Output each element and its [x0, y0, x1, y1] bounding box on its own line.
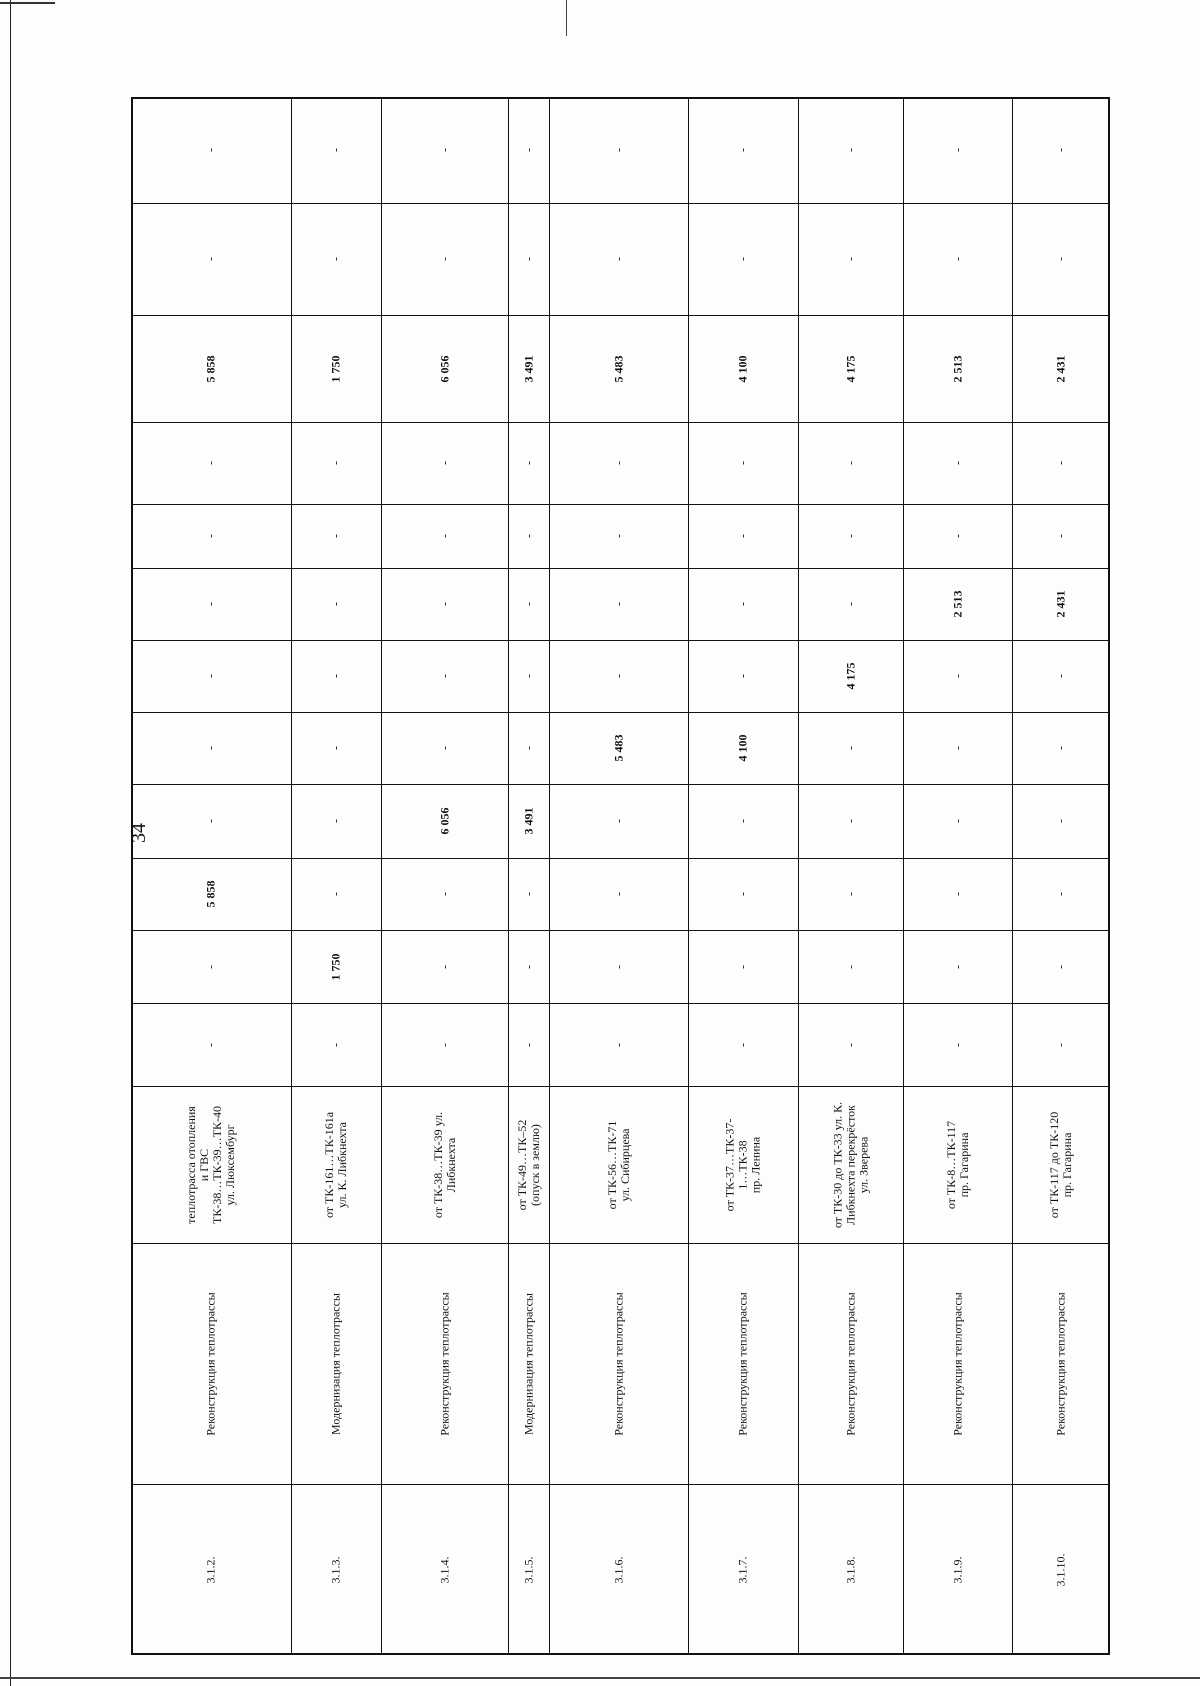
cost-value: 4 100: [735, 734, 750, 762]
empty-dash: -: [521, 1042, 535, 1047]
empty-dash: -: [735, 819, 750, 823]
empty-dash: -: [521, 892, 535, 896]
work-type: Реконструкция теплотрассы: [203, 1291, 218, 1436]
empty-dash: -: [611, 819, 625, 823]
empty-dash: -: [735, 964, 750, 969]
cost-value: 3 491: [521, 807, 535, 835]
cost-value: 3 491: [521, 355, 535, 382]
work-type: Модернизация теплотрассы: [521, 1292, 535, 1435]
empty-dash: -: [611, 964, 625, 969]
row-number: 3.1.6.: [611, 1556, 625, 1583]
empty-dash: -: [437, 148, 451, 152]
empty-dash: -: [328, 148, 343, 152]
empty-dash: -: [735, 534, 750, 538]
empty-dash: -: [521, 534, 535, 538]
empty-dash: -: [1053, 674, 1067, 678]
table-row-divider: [291, 97, 292, 1655]
empty-dash: -: [843, 819, 857, 823]
table-row-divider: [508, 97, 509, 1655]
empty-dash: -: [611, 534, 625, 538]
empty-dash: -: [950, 819, 964, 823]
work-location: от ТК-8…ТК-117 пр. Гагарина: [943, 1120, 971, 1209]
work-location: от ТК-56…ТК-71 ул. Сибирцева: [604, 1120, 632, 1209]
empty-dash: -: [521, 602, 535, 606]
empty-dash: -: [203, 674, 218, 678]
empty-dash: -: [843, 746, 857, 750]
empty-dash: -: [950, 892, 964, 896]
empty-dash: -: [437, 534, 451, 538]
empty-dash: -: [611, 1042, 625, 1047]
empty-dash: -: [521, 461, 535, 465]
scan-bottom-edge: [0, 1677, 1200, 1679]
empty-dash: -: [437, 674, 451, 678]
empty-dash: -: [1053, 964, 1067, 969]
empty-dash: -: [203, 746, 218, 750]
empty-dash: -: [203, 257, 218, 261]
empty-dash: -: [437, 964, 451, 969]
work-location: от ТК-161…ТК-161а ул. К. Либкнехта: [322, 1111, 349, 1218]
empty-dash: -: [1053, 148, 1067, 152]
cost-value: 2 513: [950, 590, 964, 618]
empty-dash: -: [328, 892, 343, 896]
empty-dash: -: [437, 746, 451, 750]
cost-value: 2 431: [1053, 590, 1067, 618]
empty-dash: -: [521, 257, 535, 261]
empty-dash: -: [521, 964, 535, 969]
table-row-divider: [903, 97, 904, 1655]
empty-dash: -: [328, 674, 343, 678]
empty-dash: -: [843, 257, 857, 261]
empty-dash: -: [843, 461, 857, 465]
work-type: Реконструкция теплотрассы: [1053, 1291, 1067, 1436]
empty-dash: -: [437, 461, 451, 465]
empty-dash: -: [437, 602, 451, 606]
work-location: от ТК-30 до ТК-33 ул. К. Либкнехта перекрёсток ул. Зверева: [830, 1101, 870, 1228]
work-location: теплотрасса отопления и ГВС ТК-38…ТК-39…ТК-40 ул. Люксембург: [184, 1105, 237, 1224]
table-column-divider: [131, 1484, 1110, 1485]
empty-dash: -: [203, 964, 218, 969]
empty-dash: -: [521, 148, 535, 152]
empty-dash: -: [735, 257, 750, 261]
empty-dash: -: [203, 534, 218, 538]
table-row-divider: [798, 97, 799, 1655]
empty-dash: -: [1053, 534, 1067, 538]
cost-value: 5 483: [611, 355, 625, 382]
empty-dash: -: [950, 257, 964, 261]
cost-value: 4 100: [735, 355, 750, 382]
empty-dash: -: [203, 1042, 218, 1047]
table-column-divider: [131, 422, 1110, 423]
empty-dash: -: [203, 148, 218, 152]
empty-dash: -: [611, 461, 625, 465]
empty-dash: -: [203, 602, 218, 606]
empty-dash: -: [1053, 257, 1067, 261]
empty-dash: -: [950, 746, 964, 750]
empty-dash: -: [328, 746, 343, 750]
empty-dash: -: [328, 461, 343, 465]
work-type: Модернизация теплотрассы: [328, 1292, 343, 1435]
empty-dash: -: [950, 674, 964, 678]
scan-left-edge: [10, 0, 11, 1686]
cost-value: 6 056: [437, 355, 451, 382]
empty-dash: -: [735, 461, 750, 465]
empty-dash: -: [735, 1042, 750, 1047]
empty-dash: -: [611, 892, 625, 896]
work-type: Реконструкция теплотрассы: [437, 1291, 451, 1436]
table-column-divider: [131, 784, 1110, 785]
table-column-divider: [131, 203, 1110, 204]
empty-dash: -: [843, 892, 857, 896]
empty-dash: -: [950, 964, 964, 969]
empty-dash: -: [521, 746, 535, 750]
row-number: 3.1.10.: [1053, 1553, 1067, 1586]
cost-value: 2 513: [950, 355, 964, 382]
table-column-divider: [131, 1003, 1110, 1004]
empty-dash: -: [437, 1042, 451, 1047]
table-row-divider: [381, 97, 382, 1655]
empty-dash: -: [1053, 819, 1067, 823]
empty-dash: -: [843, 964, 857, 969]
empty-dash: -: [1053, 461, 1067, 465]
cost-value: 1 750: [328, 953, 343, 980]
empty-dash: -: [611, 257, 625, 261]
table-column-divider: [131, 504, 1110, 505]
empty-dash: -: [735, 674, 750, 678]
work-location: от ТК-49…ТК–52 (опуск в землю): [514, 1119, 542, 1210]
empty-dash: -: [735, 602, 750, 606]
table-column-divider: [131, 1243, 1110, 1244]
cost-value: 4 175: [843, 355, 857, 382]
empty-dash: -: [950, 1042, 964, 1047]
empty-dash: -: [843, 1042, 857, 1047]
row-number: 3.1.5.: [521, 1556, 535, 1583]
work-type: Реконструкция теплотрассы: [611, 1291, 625, 1436]
table-column-divider: [131, 930, 1110, 931]
table-column-divider: [131, 1086, 1110, 1087]
empty-dash: -: [950, 148, 964, 152]
table-column-divider: [131, 315, 1110, 316]
cost-value: 2 431: [1053, 355, 1067, 382]
work-location: от ТК-37…ТК-37- 1…ТК-38 пр. Ленина: [722, 1118, 763, 1211]
empty-dash: -: [735, 892, 750, 896]
work-location: от ТК-38…ТК-39 ул. Либкнехта: [430, 1111, 458, 1218]
empty-dash: -: [843, 534, 857, 538]
empty-dash: -: [950, 534, 964, 538]
empty-dash: -: [735, 148, 750, 152]
empty-dash: -: [328, 257, 343, 261]
row-number: 3.1.3.: [328, 1556, 343, 1583]
cost-value: 5 858: [203, 880, 218, 908]
page-number: 34: [128, 823, 150, 843]
empty-dash: -: [328, 602, 343, 606]
empty-dash: -: [521, 674, 535, 678]
table-column-divider: [131, 568, 1110, 569]
empty-dash: -: [437, 892, 451, 896]
row-number: 3.1.7.: [735, 1556, 750, 1583]
row-number: 3.1.8.: [843, 1556, 857, 1583]
empty-dash: -: [328, 534, 343, 538]
empty-dash: -: [1053, 746, 1067, 750]
row-number: 3.1.2.: [203, 1556, 218, 1583]
scan-top-mark: [0, 2, 55, 4]
empty-dash: -: [203, 819, 218, 823]
table-column-divider: [131, 858, 1110, 859]
row-number: 3.1.9.: [950, 1556, 964, 1583]
cost-value: 4 175: [843, 662, 857, 690]
work-type: Реконструкция теплотрассы: [950, 1291, 964, 1436]
empty-dash: -: [328, 1042, 343, 1047]
work-type: Реконструкция теплотрассы: [735, 1291, 750, 1436]
empty-dash: -: [843, 148, 857, 152]
empty-dash: -: [611, 602, 625, 606]
empty-dash: -: [437, 257, 451, 261]
empty-dash: -: [1053, 892, 1067, 896]
scan-top-line: [566, 0, 567, 36]
table-row-divider: [1012, 97, 1013, 1655]
row-number: 3.1.4.: [437, 1556, 451, 1583]
work-type: Реконструкция теплотрассы: [843, 1291, 857, 1436]
table-column-divider: [131, 640, 1110, 641]
cost-value: 1 750: [328, 355, 343, 382]
empty-dash: -: [328, 819, 343, 823]
empty-dash: -: [203, 461, 218, 465]
table-row-divider: [549, 97, 550, 1655]
empty-dash: -: [843, 602, 857, 606]
empty-dash: -: [1053, 1042, 1067, 1047]
empty-dash: -: [611, 674, 625, 678]
empty-dash: -: [950, 461, 964, 465]
cost-value: 5 483: [611, 734, 625, 762]
cost-value: 5 858: [203, 355, 218, 382]
cost-value: 6 056: [437, 807, 451, 835]
work-location: от ТК-117 до ТК-120 пр. Гагарина: [1046, 1111, 1074, 1218]
table-column-divider: [131, 712, 1110, 713]
table-row-divider: [688, 97, 689, 1655]
empty-dash: -: [611, 148, 625, 152]
